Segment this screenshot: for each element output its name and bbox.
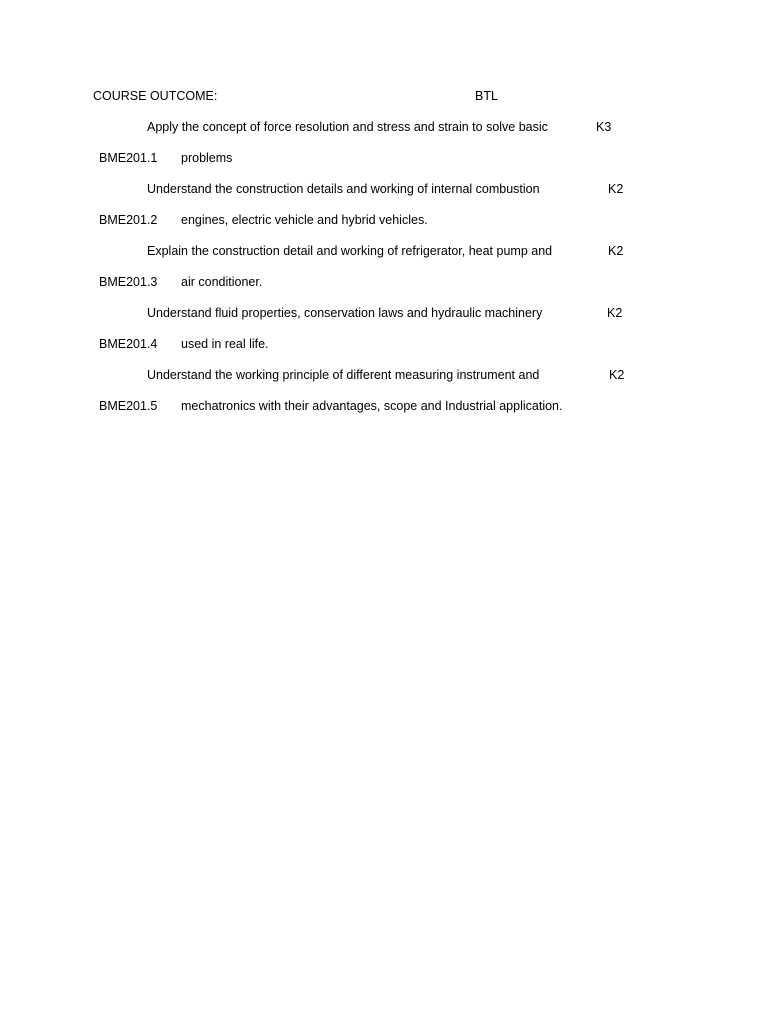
outcome-1-code: BME201.1 <box>99 151 158 165</box>
outcome-2-description-line-1: Understand the construction details and working of internal combustion <box>147 182 540 196</box>
outcome-2-description-line-2: engines, electric vehicle and hybrid vehicles. <box>181 213 428 227</box>
outcome-4-btl-level: K2 <box>607 306 623 320</box>
outcome-3-description-line-2: air conditioner. <box>181 275 263 289</box>
btl-column-heading: BTL <box>475 89 498 103</box>
outcome-5-code: BME201.5 <box>99 399 158 413</box>
outcome-3-code: BME201.3 <box>99 275 158 289</box>
outcome-3-description-line-1: Explain the construction detail and working of refrigerator, heat pump and <box>147 244 553 258</box>
outcome-5-description-line-1: Understand the working principle of different measuring instrument and <box>147 368 540 382</box>
outcome-2-btl-level: K2 <box>608 182 624 196</box>
outcome-4-code: BME201.4 <box>99 337 158 351</box>
outcome-5-description-line-2: mechatronics with their advantages, scope and Industrial application. <box>181 399 563 413</box>
outcome-4-description-line-1: Understand fluid properties, conservation laws and hydraulic machinery <box>147 306 543 320</box>
outcome-4-description-line-2: used in real life. <box>181 337 269 351</box>
outcome-2-code: BME201.2 <box>99 213 158 227</box>
outcome-5-btl-level: K2 <box>609 368 625 382</box>
course-outcome-heading: COURSE OUTCOME: <box>93 89 218 103</box>
outcome-1-description-line-2: problems <box>181 151 233 165</box>
outcome-1-btl-level: K3 <box>596 120 612 134</box>
outcome-3-btl-level: K2 <box>608 244 624 258</box>
outcome-1-description-line-1: Apply the concept of force resolution and stress and strain to solve basic <box>147 120 548 134</box>
